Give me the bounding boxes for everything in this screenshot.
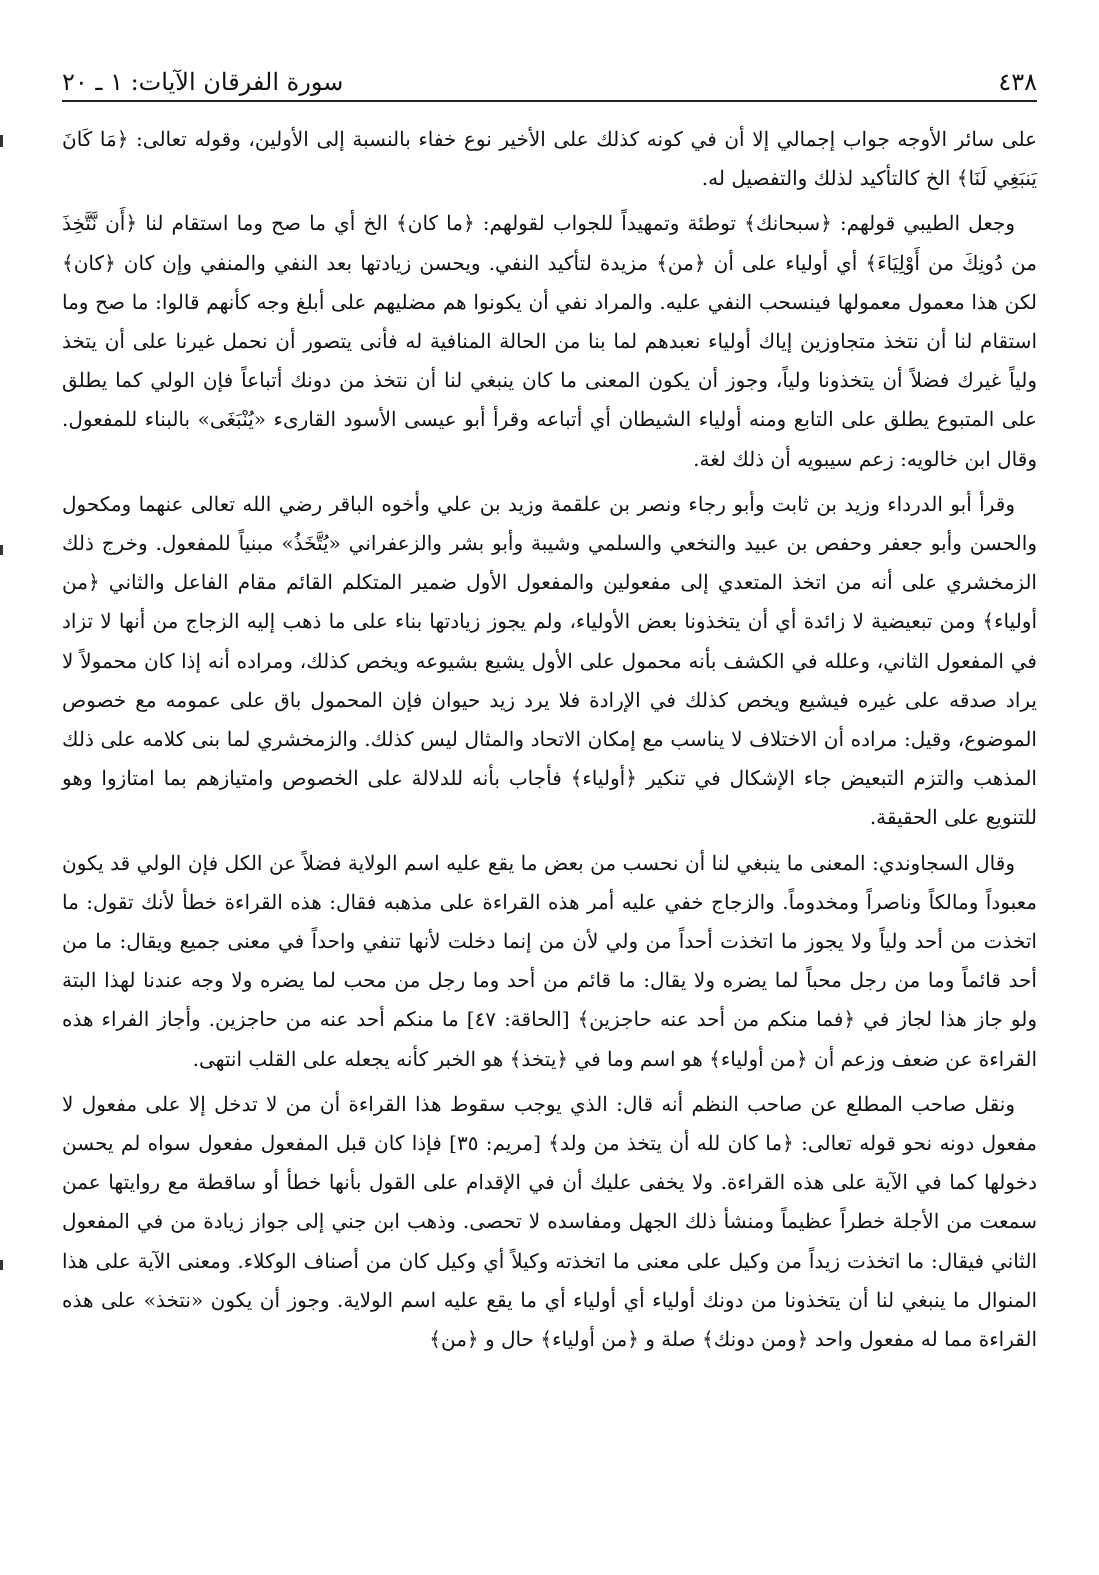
page-body — [62, 120, 1037, 1365]
running-title: سورة الفرقان الآيات: ١ ـ ٢٠ — [62, 68, 344, 96]
scan-mark — [0, 1260, 3, 1270]
paragraph: وقرأ أبو الدرداء وزيد بن ثابت وأبو رجاء ونصر بن علقمة وزيد بن علي وأخوه الباقر رضي الله تعالى عنهما ومكحول والحسن وأبو جعفر وحفص بن عبيد والنخعي والسلمي وشيبة وأبو بشر والزعفراني «يُتَّخَذُ» مبنياً للمفعول. وخرج ذلك الزمخشري على أنه من اتخذ المتعدي إلى مفعولين والمفعول الأول ضمير المتكلم القائم مقام الفاعل والثاني ﴿من أولياء﴾ ومن تبعيضية لا زائدة أي أن يتخذونا بعض الأولياء، ولم يجوز زيادتها بناء على ما ذهب إليه الزجاج من أنها لا تزاد في المفعول الثاني، وعلله في الكشف بأنه محمول على الأول يشيع بشيوعه ويخص كذلك، ومراده أنه إذا كان محمولاً لا يراد صدقه على غيره فيشيع ويخص كذلك في الإرادة فلا يرد زيد حيوان فإن المحمول باق على عمومه مع خصوص الموضوع، وقيل: مراده أن الاختلاف لا يناسب مع إمكان الاتحاد والمثال ليس كذلك. والزمخشري لما بنى كلامه على ذلك المذهب والتزم التبعيض جاء الإشكال في تنكير ﴿أولياء﴾ فأجاب بأنه للدلالة على الخصوص وامتيازهم بما امتازوا وهو للتنويع على الحقيقة. — [62, 491, 1037, 830]
scan-mark — [0, 545, 3, 555]
paragraph: ونقل صاحب المطلع عن صاحب النظم أنه قال: الذي يوجب سقوط هذا القراءة أن من لا تدخل إلا على مفعول لا مفعول دونه نحو قوله تعالى: ﴿ما كان لله أن يتخذ من ولد﴾ [مريم: ٣٥] فإذا كان قبل المفعول مفعول سواه لم يحسن دخولها كما في الآية على هذه القراءة. ولا يخفى عليك أن في الإقدام على القول بأنها خطأ أو ساقطة مع روايتها عمن سمعت من الأجلة خطراً عظيماً ومنشأ ذلك الجهل ومفاسده لا تحصى. وذهب ابن جني إلى جواز زيادة من في المفعول الثاني فيقال: ما اتخذت زيداً من وكيل على معنى ما اتخذته وكيلاً أي وكيل كان من أصناف الوكلاء. ومعنى الآية على هذا المنوال ما ينبغي لنا أن يتخذونا من دونك أولياء أي أولياء أي ما يقع عليه اسم الولاية. وجوز أن يكون «نتخذ» على هذه القراءة مما له مفعول واحد ﴿ومن دونك﴾ صلة و ﴿من أولياء﴾ حال و ﴿من﴾ — [62, 1091, 1038, 1352]
paragraph: وقال السجاوندي: المعنى ما ينبغي لنا أن نحسب من بعض ما يقع عليه اسم الولاية فضلاً عن الكل فإن الولي قد يكون معبوداً ومالكاً وناصراً ومخدوماً. والزجاج خفي عليه أمر هذه القراءة على مذهبه فقال: هذه القراءة خطأ لأنك تقول: ما اتخذت من أحد ولياً ولا يجوز ما اتخذت أحداً من ولي لأن من إنما دخلت لأنها تنفي واحداً في معنى جميع ويقال: ما من أحد قائماً وما من رجل محباً لما يضره ولا يقال: ما قائم من أحد وما رجل من محب لما يضره ولا وجه عندنا لهذا البتة ولو جاز هذا لجاز في ﴿فما منكم من أحد عنه حاجزين﴾ [الحاقة: ٤٧] ما منكم أحد عنه من حاجزين. وأجاز الفراء هذه القراءة عن ضعف وزعم أن ﴿من أولياء﴾ هو اسم وما في ﴿يتخذ﴾ هو الخبر كأنه يجعله على القلب انتهى. — [62, 850, 1038, 1071]
scan-mark — [0, 135, 3, 147]
paragraph: على سائر الأوجه جواب إجمالي إلا أن في كونه كذلك على الأخير نوع خفاء بالنسبة إلى الأولين، وقوله تعالى: ﴿مَا كَانَ يَنبَغِي لَنَا﴾ الخ كالتأكيد لذلك والتفصيل له. — [62, 127, 1037, 191]
page-header — [62, 58, 1037, 94]
page-number: ٤٣٨ — [998, 68, 1037, 96]
paragraph: وجعل الطيبي قولهم: ﴿سبحانك﴾ توطئة وتمهيداً للجواب لقولهم: ﴿ما كان﴾ الخ أي ما صح وما استقام لنا ﴿أَن نَّتَّخِذَ من دُونِكَ من أَوْلِيَاءَ﴾ أي أولياء على أن ﴿من﴾ مزيدة لتأكيد النفي. ويحسن زيادتها بعد النفي والمنفي وإن كان ﴿كان﴾ لكن هذا معمول معمولها فينسحب النفي عليه. والمراد نفي أن يكونوا هم مضليهم على أبلغ وجه كأنهم قالوا: ما صح وما استقام لنا أن نتخذ متجاوزين إياك أولياء نعبدهم لما بنا من الحالة المنافية له فأنى يتصور أن نحمل غيرنا على أن يتخذ ولياً غيرك فضلاً أن يتخذونا ولياً، وجوز أن يكون المعنى ما كان ينبغي لنا أن نتخذ من دونك أتباعاً فإن الولي كما يطلق على المتبوع يطلق على التابع ومنه أولياء الشيطان أي أتباعه وقرأ أبو عيسى الأسود القارىء «يُنْبَغَى» بالبناء للمفعول. وقال ابن خالويه: زعم سيبويه أن ذلك لغة. — [62, 211, 1037, 471]
header-rule — [62, 100, 1037, 102]
